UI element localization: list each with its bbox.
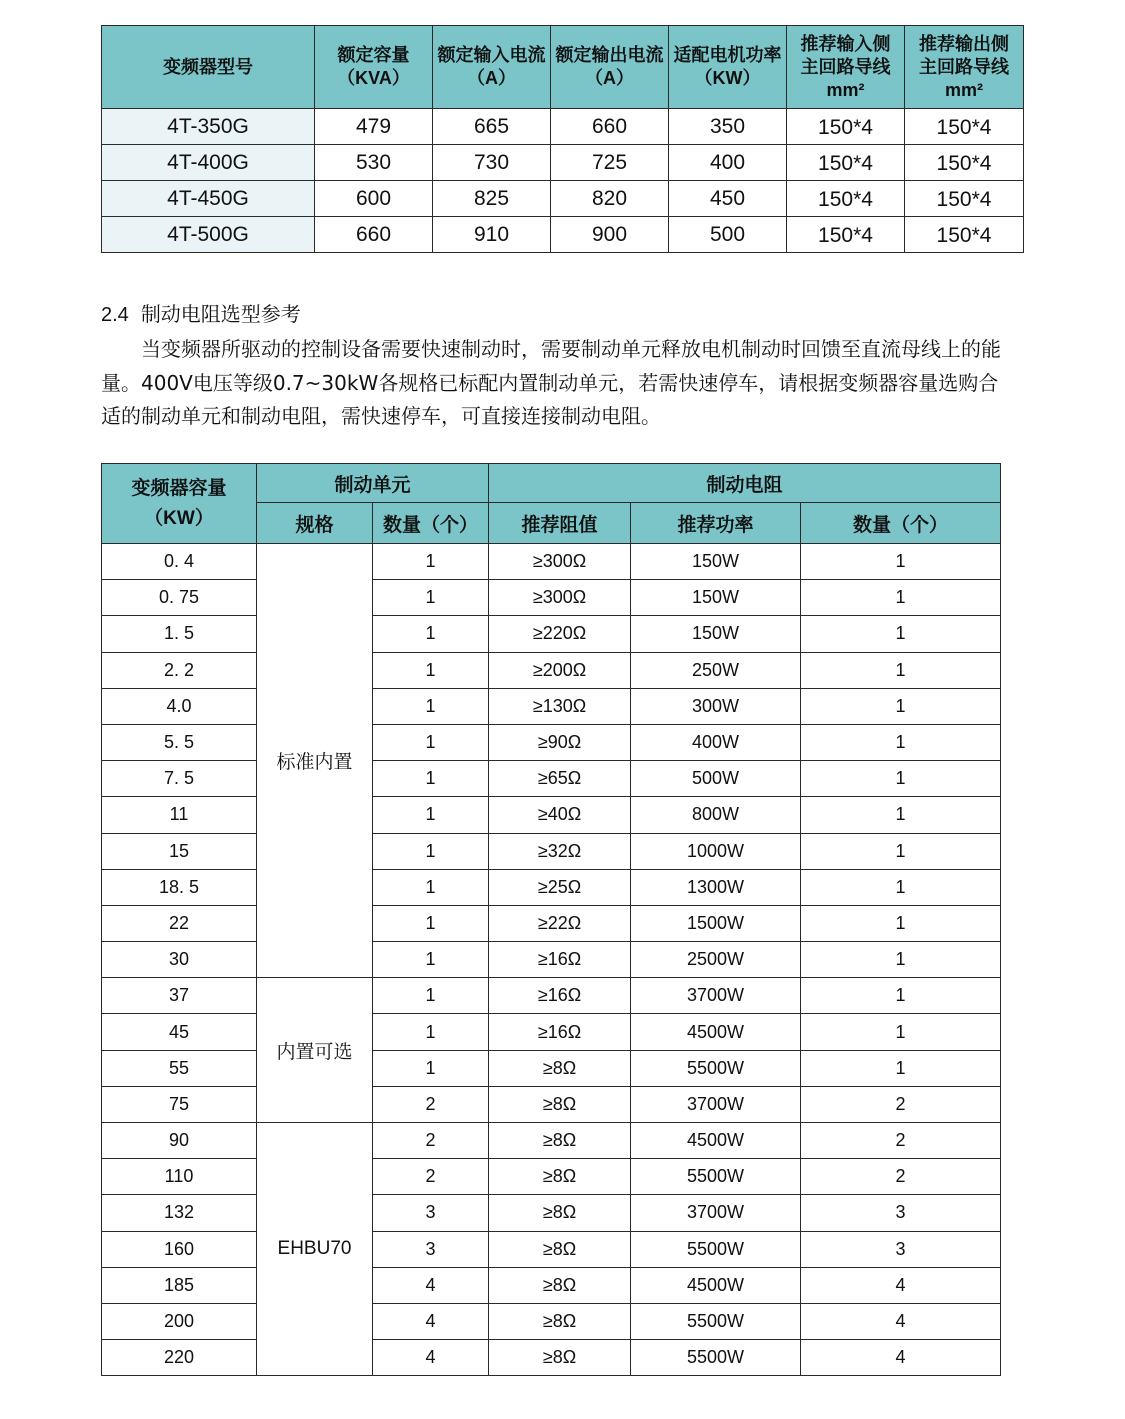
resistor-qty-cell: 4: [801, 1267, 1001, 1303]
capacity-cell: 220: [102, 1340, 257, 1376]
header-power: 推荐功率: [631, 503, 801, 544]
spec-table-row: [102, 109, 1024, 145]
spec-value-cell: 150*4: [905, 182, 1024, 218]
capacity-cell: 200: [102, 1303, 257, 1339]
brake-header-row-1: [102, 464, 1001, 503]
unit-spec-cell: 内置可选: [257, 978, 373, 1123]
unit-qty-cell: 1: [373, 761, 489, 797]
brake-table-row: [102, 1123, 1001, 1159]
spec-value-cell: 600: [315, 181, 433, 217]
spec-value-cell: 730: [433, 145, 551, 181]
resistor-qty-cell: 3: [801, 1195, 1001, 1231]
brake-table-row: [102, 761, 1001, 797]
model-cell: 4T-350G: [102, 109, 315, 145]
power-cell: 2500W: [631, 942, 801, 978]
power-cell: 3700W: [631, 978, 801, 1014]
spec-value-cell: 820: [551, 181, 669, 217]
capacity-cell: 45: [102, 1014, 257, 1050]
unit-qty-cell: 4: [373, 1267, 489, 1303]
brake-table-row: [102, 688, 1001, 724]
model-cell: 4T-450G: [102, 181, 315, 217]
power-cell: 4500W: [631, 1267, 801, 1303]
capacity-cell: 11: [102, 797, 257, 833]
unit-qty-cell: 1: [373, 833, 489, 869]
resistance-cell: ≥8Ω: [489, 1303, 631, 1339]
brake-table-row: [102, 905, 1001, 941]
power-cell: 1000W: [631, 833, 801, 869]
unit-qty-cell: 1: [373, 1014, 489, 1050]
resistor-qty-cell: 1: [801, 905, 1001, 941]
capacity-cell: 90: [102, 1123, 257, 1159]
resistance-cell: ≥8Ω: [489, 1050, 631, 1086]
resistor-qty-cell: 3: [801, 1231, 1001, 1267]
capacity-cell: 4.0: [102, 688, 257, 724]
unit-qty-cell: 1: [373, 942, 489, 978]
power-cell: 300W: [631, 688, 801, 724]
section-number: 2.4: [101, 304, 129, 326]
spec-value-cell: 660: [315, 217, 433, 253]
power-cell: 800W: [631, 797, 801, 833]
power-cell: 4500W: [631, 1014, 801, 1050]
resistor-qty-cell: 1: [801, 797, 1001, 833]
capacity-cell: 18. 5: [102, 869, 257, 905]
spec-value-cell: 150*4: [787, 182, 905, 218]
brake-table-row: [102, 1050, 1001, 1086]
model-cell: 4T-400G: [102, 145, 315, 181]
resistance-cell: ≥25Ω: [489, 869, 631, 905]
spec-value-cell: 150*4: [905, 146, 1024, 182]
spec-value-cell: 150*4: [905, 218, 1024, 254]
resistor-qty-cell: 1: [801, 544, 1001, 580]
capacity-cell: 110: [102, 1159, 257, 1195]
resistor-qty-cell: 1: [801, 580, 1001, 616]
brake-table-row: [102, 1159, 1001, 1195]
capacity-cell: 22: [102, 905, 257, 941]
header-input-wire: 推荐输入侧 主回路导线 mm²: [787, 26, 905, 109]
capacity-cell: 5. 5: [102, 724, 257, 760]
model-cell: 4T-500G: [102, 217, 315, 253]
power-cell: 4500W: [631, 1123, 801, 1159]
power-cell: 5500W: [631, 1050, 801, 1086]
resistance-cell: ≥8Ω: [489, 1123, 631, 1159]
header-brake-resistor: 制动电阻: [489, 464, 1001, 503]
brake-table-row: [102, 1267, 1001, 1303]
resistance-cell: ≥300Ω: [489, 580, 631, 616]
capacity-cell: 37: [102, 978, 257, 1014]
resistance-cell: ≥200Ω: [489, 652, 631, 688]
brake-table-row: [102, 833, 1001, 869]
spec-value-cell: 479: [315, 109, 433, 145]
spec-value-cell: 910: [433, 217, 551, 253]
header-unit-qty: 数量（个）: [373, 503, 489, 544]
header-output-current: 额定输出电流 （A）: [551, 26, 669, 109]
unit-qty-cell: 1: [373, 688, 489, 724]
brake-resistor-table: [101, 463, 1001, 1376]
spec-value-cell: 450: [669, 181, 787, 217]
capacity-cell: 15: [102, 833, 257, 869]
resistance-cell: ≥8Ω: [489, 1159, 631, 1195]
resistor-qty-cell: 1: [801, 942, 1001, 978]
power-cell: 150W: [631, 580, 801, 616]
resistance-cell: ≥16Ω: [489, 978, 631, 1014]
section-paragraph: 当变频器所驱动的控制设备需要快速制动时，需要制动单元释放电机制动时回馈至直流母线上的能量。400V电压等级0.7~30kW各规格已标配内置制动单元，若需快速停车，请根据变频器容量选购合适的制动单元和制动电阻，需快速停车，可直接连接制动电阻。: [101, 337, 1001, 428]
resistor-qty-cell: 1: [801, 616, 1001, 652]
unit-qty-cell: 2: [373, 1086, 489, 1122]
brake-table-row: [102, 724, 1001, 760]
unit-qty-cell: 4: [373, 1340, 489, 1376]
resistor-qty-cell: 1: [801, 724, 1001, 760]
spec-value-cell: 665: [433, 109, 551, 145]
header-inverter-capacity: 变频器容量 （KW）: [102, 464, 257, 544]
header-capacity: 额定容量 （KVA）: [315, 26, 433, 109]
section-title: 制动电阻选型参考: [140, 302, 301, 326]
resistor-qty-cell: 1: [801, 1050, 1001, 1086]
unit-qty-cell: 1: [373, 724, 489, 760]
resistor-qty-cell: 1: [801, 761, 1001, 797]
resistance-cell: ≥65Ω: [489, 761, 631, 797]
header-input-current: 额定输入电流 （A）: [433, 26, 551, 109]
capacity-cell: 75: [102, 1086, 257, 1122]
header-resistance: 推荐阻值: [489, 503, 631, 544]
header-motor-power: 适配电机功率 （KW）: [669, 26, 787, 109]
resistance-cell: ≥90Ω: [489, 724, 631, 760]
power-cell: 5500W: [631, 1159, 801, 1195]
power-cell: 1500W: [631, 905, 801, 941]
unit-qty-cell: 4: [373, 1303, 489, 1339]
spec-value-cell: 400: [669, 145, 787, 181]
resistance-cell: ≥8Ω: [489, 1267, 631, 1303]
resistor-qty-cell: 1: [801, 688, 1001, 724]
spec-value-cell: 150*4: [787, 146, 905, 182]
power-cell: 250W: [631, 652, 801, 688]
unit-qty-cell: 2: [373, 1159, 489, 1195]
spec-value-cell: 500: [669, 217, 787, 253]
brake-table-row: [102, 978, 1001, 1014]
spec-table-row: [102, 181, 1024, 217]
capacity-cell: 7. 5: [102, 761, 257, 797]
capacity-cell: 185: [102, 1267, 257, 1303]
resistance-cell: ≥32Ω: [489, 833, 631, 869]
section-heading: [101, 298, 301, 327]
unit-spec-cell: EHBU70: [257, 1123, 373, 1376]
spec-value-cell: 350: [669, 109, 787, 145]
spec-table-row: [102, 217, 1024, 253]
unit-qty-cell: 1: [373, 978, 489, 1014]
capacity-cell: 132: [102, 1195, 257, 1231]
capacity-cell: 0. 75: [102, 580, 257, 616]
unit-qty-cell: 2: [373, 1123, 489, 1159]
header-model: 变频器型号: [102, 26, 315, 109]
capacity-cell: 30: [102, 942, 257, 978]
resistor-qty-cell: 1: [801, 833, 1001, 869]
resistance-cell: ≥130Ω: [489, 688, 631, 724]
spec-value-cell: 825: [433, 181, 551, 217]
spec-value-cell: 150*4: [787, 218, 905, 254]
power-cell: 150W: [631, 544, 801, 580]
capacity-cell: 160: [102, 1231, 257, 1267]
spec-value-cell: 150*4: [787, 110, 905, 146]
unit-spec-cell: 标准内置: [257, 544, 373, 978]
spec-value-cell: 900: [551, 217, 669, 253]
unit-qty-cell: 1: [373, 544, 489, 580]
brake-table-row: [102, 544, 1001, 580]
brake-table-row: [102, 1086, 1001, 1122]
spec-table-row: [102, 145, 1024, 181]
capacity-cell: 0. 4: [102, 544, 257, 580]
resistance-cell: ≥16Ω: [489, 942, 631, 978]
unit-qty-cell: 1: [373, 652, 489, 688]
spec-value-cell: 530: [315, 145, 433, 181]
resistance-cell: ≥40Ω: [489, 797, 631, 833]
unit-qty-cell: 3: [373, 1195, 489, 1231]
power-cell: 500W: [631, 761, 801, 797]
resistor-qty-cell: 1: [801, 652, 1001, 688]
brake-table-row: [102, 869, 1001, 905]
resistance-cell: ≥300Ω: [489, 544, 631, 580]
header-resistor-qty: 数量（个）: [801, 503, 1001, 544]
brake-table-row: [102, 1195, 1001, 1231]
power-cell: 400W: [631, 724, 801, 760]
header-brake-unit: 制动单元: [257, 464, 489, 503]
unit-qty-cell: 1: [373, 1050, 489, 1086]
capacity-cell: 2. 2: [102, 652, 257, 688]
brake-table-row: [102, 1231, 1001, 1267]
brake-table-row: [102, 1303, 1001, 1339]
resistance-cell: ≥8Ω: [489, 1231, 631, 1267]
power-cell: 150W: [631, 616, 801, 652]
resistance-cell: ≥8Ω: [489, 1340, 631, 1376]
spec-value-cell: 150*4: [905, 110, 1024, 146]
power-cell: 5500W: [631, 1231, 801, 1267]
power-cell: 1300W: [631, 869, 801, 905]
unit-qty-cell: 3: [373, 1231, 489, 1267]
resistor-qty-cell: 4: [801, 1340, 1001, 1376]
resistance-cell: ≥8Ω: [489, 1195, 631, 1231]
power-cell: 3700W: [631, 1086, 801, 1122]
resistor-qty-cell: 4: [801, 1303, 1001, 1339]
resistor-qty-cell: 2: [801, 1123, 1001, 1159]
power-cell: 5500W: [631, 1340, 801, 1376]
unit-qty-cell: 1: [373, 797, 489, 833]
capacity-cell: 1. 5: [102, 616, 257, 652]
unit-qty-cell: 1: [373, 580, 489, 616]
resistor-qty-cell: 2: [801, 1159, 1001, 1195]
power-cell: 5500W: [631, 1303, 801, 1339]
brake-table-row: [102, 1340, 1001, 1376]
header-output-wire: 推荐输出侧 主回路导线 mm²: [905, 26, 1024, 109]
resistance-cell: ≥16Ω: [489, 1014, 631, 1050]
resistor-qty-cell: 1: [801, 978, 1001, 1014]
brake-table-row: [102, 1014, 1001, 1050]
resistor-qty-cell: 2: [801, 1086, 1001, 1122]
brake-table-row: [102, 797, 1001, 833]
unit-qty-cell: 1: [373, 905, 489, 941]
brake-table-row: [102, 652, 1001, 688]
inverter-spec-table: [101, 25, 1024, 253]
resistance-cell: ≥220Ω: [489, 616, 631, 652]
spec-header-row: [102, 26, 1024, 109]
spec-value-cell: 660: [551, 109, 669, 145]
brake-table-row: [102, 616, 1001, 652]
header-spec: 规格: [257, 503, 373, 544]
resistor-qty-cell: 1: [801, 1014, 1001, 1050]
power-cell: 3700W: [631, 1195, 801, 1231]
resistance-cell: ≥22Ω: [489, 905, 631, 941]
spec-value-cell: 725: [551, 145, 669, 181]
capacity-cell: 55: [102, 1050, 257, 1086]
unit-qty-cell: 1: [373, 616, 489, 652]
unit-qty-cell: 1: [373, 869, 489, 905]
brake-table-row: [102, 580, 1001, 616]
brake-table-row: [102, 942, 1001, 978]
resistance-cell: ≥8Ω: [489, 1086, 631, 1122]
resistor-qty-cell: 1: [801, 869, 1001, 905]
